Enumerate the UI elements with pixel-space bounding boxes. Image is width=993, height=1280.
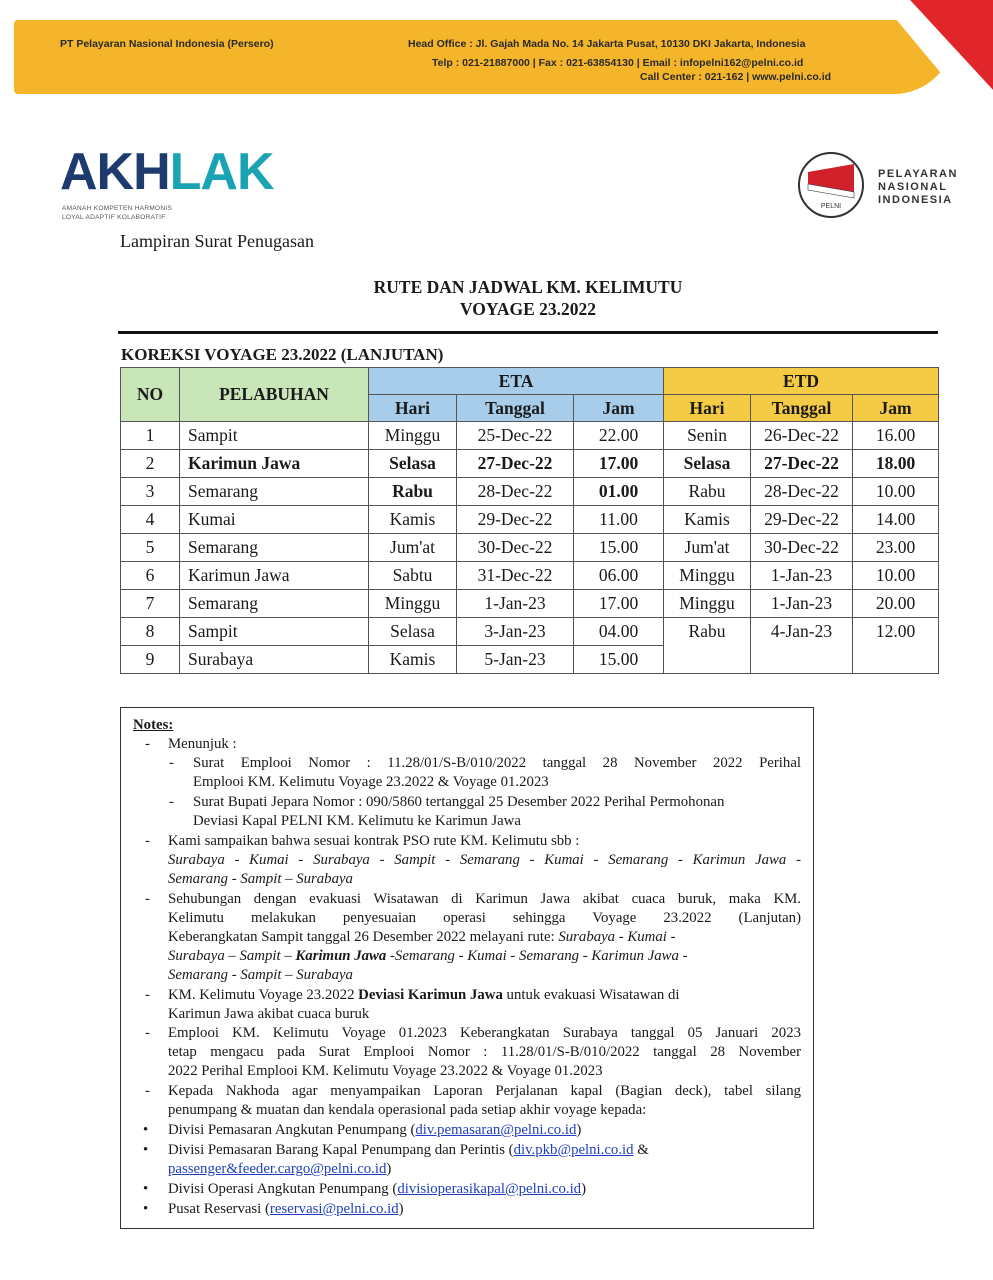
evak-line3-route: Surabaya - Kumai - bbox=[558, 929, 676, 945]
akhlak-tagline-1: AMANAH KOMPETEN HARMONIS bbox=[62, 205, 173, 212]
cell-etd-time: 16.00 bbox=[853, 422, 939, 450]
header-etd-hari: Hari bbox=[664, 395, 751, 422]
cell-eta-time: 17.00 bbox=[574, 450, 664, 478]
nak-line2: penumpang & muatan dan kendala operasional pada setiap akhir voyage kepada: bbox=[168, 1102, 647, 1118]
cell-etd-day: Kamis bbox=[664, 506, 751, 534]
contact-item-4 bbox=[168, 1200, 404, 1219]
cell-eta-date: 29-Dec-22 bbox=[457, 506, 574, 534]
close-paren: ) bbox=[576, 1122, 582, 1138]
bullet-marker: • bbox=[143, 1122, 149, 1138]
cell-etd-time: 10.00 bbox=[853, 562, 939, 590]
pso-route-line1: Surabaya - Kumai - Surabaya - Sampit - Semarang - Kumai - Semarang - Karimun Jawa - bbox=[168, 852, 801, 868]
cell-port: Karimun Jawa bbox=[180, 562, 369, 590]
email-link-pkb[interactable]: div.pkb@pelni.co.id bbox=[513, 1142, 634, 1158]
email-link-pemasaran[interactable]: div.pemasaran@pelni.co.id bbox=[415, 1122, 577, 1138]
dash-marker: - bbox=[145, 736, 150, 752]
table-row bbox=[121, 646, 939, 674]
dev-line1-bold: Deviasi Karimun Jawa bbox=[358, 987, 503, 1003]
email-link-feeder[interactable]: passenger&feeder.cargo@pelni.co.id bbox=[168, 1161, 387, 1177]
contact-3-text: Divisi Operasi Angkutan Penumpang ( bbox=[168, 1181, 398, 1197]
cell-etd-time: 10.00 bbox=[853, 478, 939, 506]
cell-eta-time: 15.00 bbox=[574, 646, 664, 674]
akhlak-logo-teal: LAK bbox=[169, 143, 274, 201]
dev-line1-a: KM. Kelimutu Voyage 23.2022 bbox=[168, 987, 359, 1003]
cell-eta-day: Rabu bbox=[369, 478, 457, 506]
pelni-line-3: INDONESIA bbox=[878, 194, 953, 206]
cell-port: Karimun Jawa bbox=[180, 450, 369, 478]
cell-no: 2 bbox=[121, 450, 180, 478]
pelni-wordmark bbox=[878, 168, 958, 207]
contact-item-2 bbox=[168, 1141, 649, 1160]
emp-line2: tetap mengacu pada Surat Emplooi Nomor : 11.28/01/S-B/010/2022 tanggal 28 November bbox=[168, 1044, 801, 1060]
cell-etd-date: 27-Dec-22 bbox=[751, 450, 853, 478]
cell-eta-day: Kamis bbox=[369, 646, 457, 674]
pelni-emblem-icon bbox=[796, 150, 866, 220]
evak-line4-a: Surabaya – Sampit – bbox=[168, 948, 296, 964]
header-contact: Telp : 021-21887000 | Fax : 021-63854130 | Email : infopelni162@pelni.co.id bbox=[432, 57, 804, 69]
cell-no: 4 bbox=[121, 506, 180, 534]
cell-etd-day: Senin bbox=[664, 422, 751, 450]
dev-line2: Karimun Jawa akibat cuaca buruk bbox=[168, 1006, 370, 1022]
bullet-marker: • bbox=[143, 1142, 149, 1158]
nak-line1: Kepada Nakhoda agar menyampaikan Laporan Perjalanan kapal (Bagian deck), tabel silang bbox=[168, 1083, 801, 1099]
cell-etd-time: 23.00 bbox=[853, 534, 939, 562]
ref2-line2: Deviasi Kapal PELNI KM. Kelimutu ke Karimun Jawa bbox=[193, 813, 521, 829]
cell-eta-time: 06.00 bbox=[574, 562, 664, 590]
header-company: PT Pelayaran Nasional Indonesia (Persero) bbox=[60, 38, 274, 50]
cell-eta-day: Minggu bbox=[369, 422, 457, 450]
close-paren: ) bbox=[386, 1161, 392, 1177]
header-pelabuhan: PELABUHAN bbox=[180, 368, 369, 422]
cell-eta-date: 1-Jan-23 bbox=[457, 590, 574, 618]
cell-eta-time: 01.00 bbox=[574, 478, 664, 506]
cell-eta-time: 17.00 bbox=[574, 590, 664, 618]
ref1-line1: Surat Emplooi Nomor : 11.28/01/S-B/010/2022 tanggal 28 November 2022 Perihal bbox=[193, 755, 801, 771]
evak-line2: Kelimutu melakukan penyesuaian operasi sehingga Voyage 23.2022 (Lanjutan) bbox=[168, 910, 801, 926]
pso-route-line2: Semarang - Sampit – Surabaya bbox=[168, 871, 353, 887]
cell-etd-day bbox=[664, 646, 751, 674]
emp-line3: 2022 Perihal Emplooi KM. Kelimutu Voyage 23.2022 & Voyage 01.2023 bbox=[168, 1063, 603, 1079]
table-row bbox=[121, 506, 939, 534]
table-row bbox=[121, 478, 939, 506]
table-row bbox=[121, 590, 939, 618]
header-eta-jam: Jam bbox=[574, 395, 664, 422]
cell-etd-time: 20.00 bbox=[853, 590, 939, 618]
cell-etd-day: Jum'at bbox=[664, 534, 751, 562]
cell-eta-date: 5-Jan-23 bbox=[457, 646, 574, 674]
cell-etd-day: Minggu bbox=[664, 562, 751, 590]
notes-box bbox=[120, 707, 814, 1229]
header-etd-jam: Jam bbox=[853, 395, 939, 422]
ref2-line1: Surat Bupati Jepara Nomor : 090/5860 tertanggal 25 Desember 2022 Perihal Permohonan bbox=[193, 794, 725, 810]
evak-line4-bold: Karimun Jawa bbox=[295, 948, 387, 964]
email-link-operasi[interactable]: divisioperasikapal@pelni.co.id bbox=[397, 1181, 582, 1197]
pelni-line-2: NASIONAL bbox=[878, 181, 948, 193]
cell-no: 6 bbox=[121, 562, 180, 590]
evak-line3 bbox=[168, 928, 676, 947]
contact-2-amp: & bbox=[633, 1142, 649, 1158]
corner-flag-graphic bbox=[880, 0, 993, 90]
dash-marker: - bbox=[145, 891, 150, 907]
cell-etd-time: 14.00 bbox=[853, 506, 939, 534]
dash-marker: - bbox=[145, 1083, 150, 1099]
cell-etd-time bbox=[853, 646, 939, 674]
header-office: Head Office : Jl. Gajah Mada No. 14 Jakarta Pusat, 10130 DKI Jakarta, Indonesia bbox=[408, 38, 806, 50]
cell-etd-date bbox=[751, 646, 853, 674]
akhlak-logo bbox=[60, 143, 274, 201]
table-row bbox=[121, 450, 939, 478]
header-no: NO bbox=[121, 368, 180, 422]
cell-port: Surabaya bbox=[180, 646, 369, 674]
contact-item-2b bbox=[168, 1160, 391, 1179]
pelni-emblem-text: PELNI bbox=[820, 203, 842, 210]
cell-no: 5 bbox=[121, 534, 180, 562]
cell-eta-date: 31-Dec-22 bbox=[457, 562, 574, 590]
bullet-marker: • bbox=[143, 1201, 149, 1217]
notes-heading: Notes: bbox=[133, 717, 174, 733]
cell-etd-date: 26-Dec-22 bbox=[751, 422, 853, 450]
table-row bbox=[121, 618, 939, 646]
cell-eta-day: Minggu bbox=[369, 590, 457, 618]
cell-eta-time: 15.00 bbox=[574, 534, 664, 562]
cell-etd-date: 29-Dec-22 bbox=[751, 506, 853, 534]
cell-port: Kumai bbox=[180, 506, 369, 534]
evak-line4 bbox=[168, 947, 688, 966]
dash-marker: - bbox=[145, 1025, 150, 1041]
table-row bbox=[121, 422, 939, 450]
contact-item-3 bbox=[168, 1180, 586, 1199]
contact-1-text: Divisi Pemasaran Angkutan Penumpang ( bbox=[168, 1122, 416, 1138]
cell-etd-date: 30-Dec-22 bbox=[751, 534, 853, 562]
dev-line1-c: untuk evakuasi Wisatawan di bbox=[502, 987, 680, 1003]
close-paren: ) bbox=[398, 1201, 404, 1217]
cell-eta-date: 25-Dec-22 bbox=[457, 422, 574, 450]
cell-eta-date: 3-Jan-23 bbox=[457, 618, 574, 646]
cell-port: Semarang bbox=[180, 590, 369, 618]
cell-eta-time: 22.00 bbox=[574, 422, 664, 450]
cell-eta-day: Selasa bbox=[369, 450, 457, 478]
cell-no: 1 bbox=[121, 422, 180, 450]
cell-no: 8 bbox=[121, 618, 180, 646]
cell-etd-date: 1-Jan-23 bbox=[751, 562, 853, 590]
cell-etd-date: 4-Jan-23 bbox=[751, 618, 853, 646]
cell-port: Semarang bbox=[180, 478, 369, 506]
cell-etd-time: 12.00 bbox=[853, 618, 939, 646]
dash-marker: - bbox=[145, 987, 150, 1003]
cell-port: Sampit bbox=[180, 422, 369, 450]
header-eta-tanggal: Tanggal bbox=[457, 395, 574, 422]
cell-etd-day: Rabu bbox=[664, 618, 751, 646]
evak-line5: Semarang - Sampit – Surabaya bbox=[168, 967, 353, 983]
pelni-line-1: PELAYARAN bbox=[878, 168, 958, 180]
doc-title: RUTE DAN JADWAL KM. KELIMUTU bbox=[373, 277, 683, 297]
schedule-table bbox=[120, 367, 939, 674]
evak-line4-c: -Semarang - Kumai - Semarang - Karimun Jawa - bbox=[386, 948, 688, 964]
evak-line3-text: Keberangkatan Sampit tanggal 26 Desember 2022 melayani rute: bbox=[168, 929, 559, 945]
cell-eta-time: 11.00 bbox=[574, 506, 664, 534]
contact-2-text: Divisi Pemasaran Barang Kapal Penumpang dan Perintis ( bbox=[168, 1142, 514, 1158]
cell-port: Sampit bbox=[180, 618, 369, 646]
cell-no: 9 bbox=[121, 646, 180, 674]
evak-line1: Sehubungan dengan evakuasi Wisatawan di Karimun Jawa akibat cuaca buruk, maka KM. bbox=[168, 891, 801, 907]
header-eta-hari: Hari bbox=[369, 395, 457, 422]
dash-marker: - bbox=[145, 833, 150, 849]
doc-subtitle: VOYAGE 23.2022 bbox=[459, 299, 597, 319]
cell-eta-day: Sabtu bbox=[369, 562, 457, 590]
lampiran-label: Lampiran Surat Penugasan bbox=[120, 231, 314, 251]
akhlak-logo-dark: AKH bbox=[60, 143, 170, 201]
cell-eta-day: Selasa bbox=[369, 618, 457, 646]
cell-etd-date: 28-Dec-22 bbox=[751, 478, 853, 506]
emp-line1: Emplooi KM. Kelimutu Voyage 01.2023 Keberangkatan Surabaya tanggal 05 Januari 2023 bbox=[168, 1025, 801, 1041]
table-row bbox=[121, 534, 939, 562]
cell-etd-time: 18.00 bbox=[853, 450, 939, 478]
header-etd-tanggal: Tanggal bbox=[751, 395, 853, 422]
header-callcenter: Call Center : 021-162 | www.pelni.co.id bbox=[640, 71, 832, 83]
dev-line1 bbox=[168, 986, 801, 1005]
cell-eta-day: Jum'at bbox=[369, 534, 457, 562]
contact-4-text: Pusat Reservasi ( bbox=[168, 1201, 270, 1217]
cell-eta-date: 30-Dec-22 bbox=[457, 534, 574, 562]
cell-etd-date: 1-Jan-23 bbox=[751, 590, 853, 618]
title-rule bbox=[118, 331, 938, 334]
cell-no: 7 bbox=[121, 590, 180, 618]
close-paren: ) bbox=[581, 1181, 587, 1197]
dash-marker: - bbox=[169, 755, 174, 771]
cell-port: Semarang bbox=[180, 534, 369, 562]
koreksi-heading: KOREKSI VOYAGE 23.2022 (LANJUTAN) bbox=[121, 345, 444, 364]
akhlak-tagline-2: LOYAL ADAPTIF KOLABORATIF bbox=[62, 214, 166, 221]
ref1-line2: Emplooi KM. Kelimutu Voyage 23.2022 & Voyage 01.2023 bbox=[193, 774, 549, 790]
table-row bbox=[121, 562, 939, 590]
dash-marker: - bbox=[169, 794, 174, 810]
cell-eta-date: 27-Dec-22 bbox=[457, 450, 574, 478]
cell-etd-day: Rabu bbox=[664, 478, 751, 506]
cell-etd-day: Minggu bbox=[664, 590, 751, 618]
cell-eta-time: 04.00 bbox=[574, 618, 664, 646]
header-eta: ETA bbox=[369, 368, 664, 395]
cell-no: 3 bbox=[121, 478, 180, 506]
menunjuk-text: Menunjuk : bbox=[168, 736, 237, 752]
header-etd: ETD bbox=[664, 368, 939, 395]
pso-line1: Kami sampaikan bahwa sesuai kontrak PSO rute KM. Kelimutu sbb : bbox=[168, 833, 580, 849]
email-link-reservasi[interactable]: reservasi@pelni.co.id bbox=[269, 1201, 399, 1217]
cell-eta-date: 28-Dec-22 bbox=[457, 478, 574, 506]
cell-eta-day: Kamis bbox=[369, 506, 457, 534]
bullet-marker: • bbox=[143, 1181, 149, 1197]
cell-etd-day: Selasa bbox=[664, 450, 751, 478]
contact-item-1 bbox=[168, 1121, 581, 1140]
